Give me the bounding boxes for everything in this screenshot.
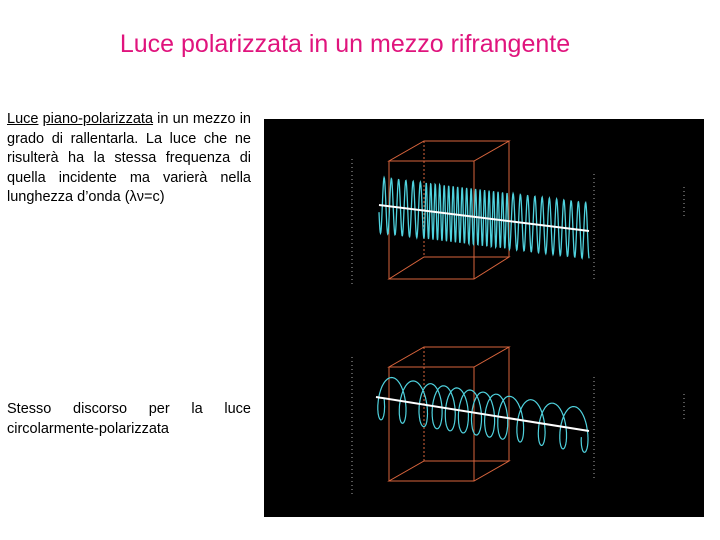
slide-title: Luce polarizzata in un mezzo rifrangente: [119, 30, 571, 58]
paragraph-plane-polarized: [7, 110, 251, 208]
paragraph-circular-polarized: Stesso discorso per la luce circolarmente-polarizzata: [7, 401, 251, 437]
bottom-refractive-box: [389, 347, 509, 481]
underlined-word-piano-polarizzata: piano-polarizzata: [42, 111, 154, 127]
bottom-propagation-axis: [376, 397, 589, 431]
top-refractive-box: [389, 141, 509, 279]
wave-animation-panel: [264, 119, 704, 517]
paragraph1-rest: in un mezzo in grado di rallentarla. La luce che ne risulterà ha la stessa frequenza di quella incidente ma varierà nella lunghezza d’onda (λν=c): [7, 111, 251, 205]
underlined-word-luce: Luce: [7, 111, 39, 127]
bottom-dotted-markers: [352, 357, 684, 497]
